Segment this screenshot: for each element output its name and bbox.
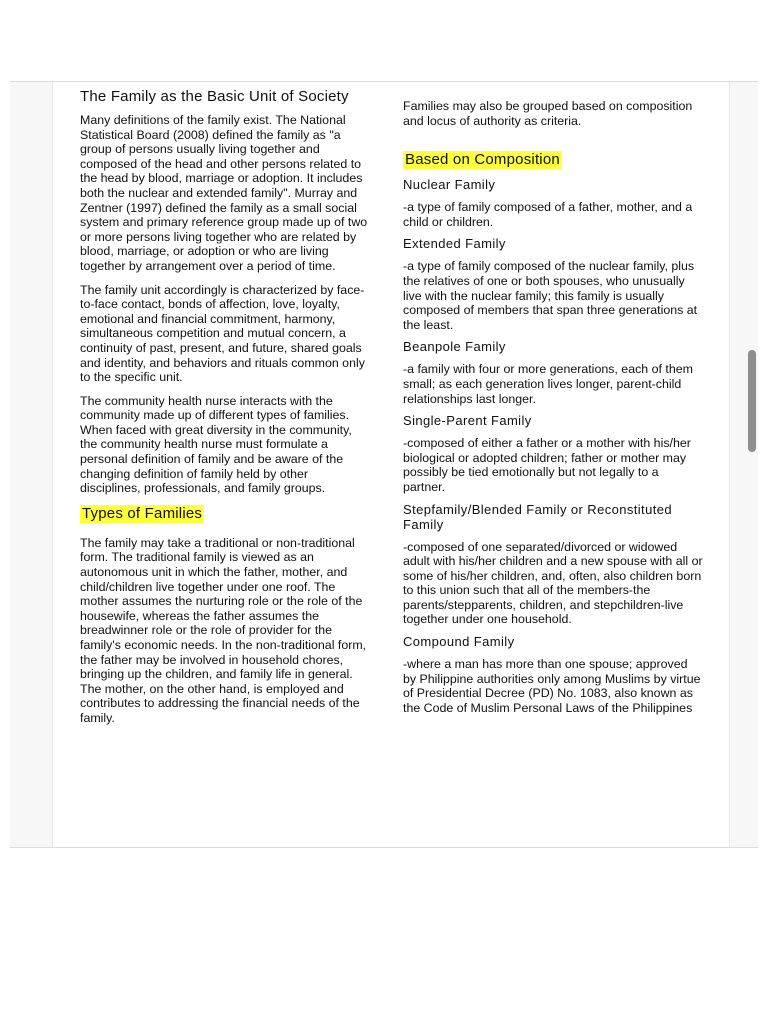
paragraph-community-nurse: The community health nurse interacts with the community made up of different types of families. When faced with great diversity in the community, the community health nurse must formulate a personal definition of family and be aware of the changing definition of family held by other disciplines, professionals, and family groups.	[80, 393, 352, 496]
text-segment: is viewed as an autonomous unit in which the father, mother, and child/children live together under one roof. The mother assumes the nurturing role or the role of the housewife, whereas the father assumes the breadwinner role or the role of provider for the family's economic needs. In the	[80, 550, 363, 652]
family-type-definition: -where a man has more than one spouse; approved by Philippine authorities only among Muslims by virtue of Presidential Decree (PD) No. 1083, also known as the Code of Muslim Personal Laws of the Philippines	[403, 657, 701, 715]
family-type-definition: -a type of family composed of the nuclear family, plus the relatives of one or both spouses, who unusually live with the nuclear family; this family is usually composed of members that span three generations at the least.	[403, 259, 698, 332]
family-type-definition: -composed of one separated/divorced or widowed adult with his/her children and a new spouse with all or some of his/her children, and, often, also children born to this union such that all of the members-the parents/stepparents, children, and stepchildren-live together under one household.	[403, 539, 703, 627]
paragraph-definitions: Many definitions of the family exist. The National Statistical Board (2008) defined the family as "a group of persons usually living together and composed of the head and other persons related to the head by blood, marriage or adoption. It includes both the nuclear and extended family". Murray and Zentner (1997) defined the family as a small social system and primary reference group made up of two or more persons living together who are related by blood, marriage, or adoption or who are living together by arrangement over a period of time.	[80, 113, 368, 273]
paragraph-characteristics: The family unit accordingly is characterized by face-to-face contact, bonds of affection, love, loyalty, emotional and financial commitment, harmony, simultaneous competition and mutual concern, a continuity of past, present, and future, shared goals and identity, and behaviors and rituals common only to the specific unit.	[80, 282, 365, 385]
left-column	[80, 88, 370, 735]
page-right-margin	[729, 82, 758, 847]
family-type-name: Beanpole Family	[403, 339, 506, 355]
family-type-definition: -composed of either a father or a mother with his/her biological or adopted children; father or mother may possibly be tied emotionally but not legally to a partner.	[403, 436, 691, 494]
scrollbar-thumb[interactable]	[748, 350, 756, 452]
composition-heading-block	[403, 151, 703, 169]
family-type-definition: -a type of family composed of a father, mother, and a child or children.	[403, 200, 693, 229]
family-type-name: Extended Family	[403, 236, 506, 252]
family-type-name: Nuclear Family	[403, 177, 496, 193]
page-left-margin	[10, 82, 53, 847]
document-page	[10, 81, 758, 848]
family-type-definition: -a family with four or more generations, each of them small; as each generation lives longer, parent-child relationships last longer.	[403, 362, 693, 406]
right-column	[403, 99, 703, 722]
document-title: The Family as the Basic Unit of Society	[80, 88, 349, 105]
family-type-name: Single-Parent Family	[403, 413, 532, 429]
text-segment: The family may take a traditional or non-traditional form. The	[80, 535, 355, 565]
text-segment: the father may be involved in household chores, bringing up the children, and family life in general. The mother, on the other hand, is employed and contributes to addressing the financial needs of the family.	[80, 652, 360, 725]
family-type-name: Compound Family	[403, 634, 515, 650]
paragraph-grouping-intro: Families may also be grouped based on composition and locus of authority as criteria.	[403, 99, 693, 128]
term-traditional-family: traditional family	[136, 550, 226, 565]
types-of-families-heading: Types of Families	[82, 504, 203, 522]
term-non-traditional-form: non-traditional form,	[255, 638, 367, 652]
paragraph-types	[80, 536, 370, 726]
based-on-composition-heading: Based on Composition	[405, 151, 560, 169]
types-heading-block	[80, 505, 370, 523]
family-type-name: Stepfamily/Blended Family or Reconstituted Family	[403, 501, 672, 532]
